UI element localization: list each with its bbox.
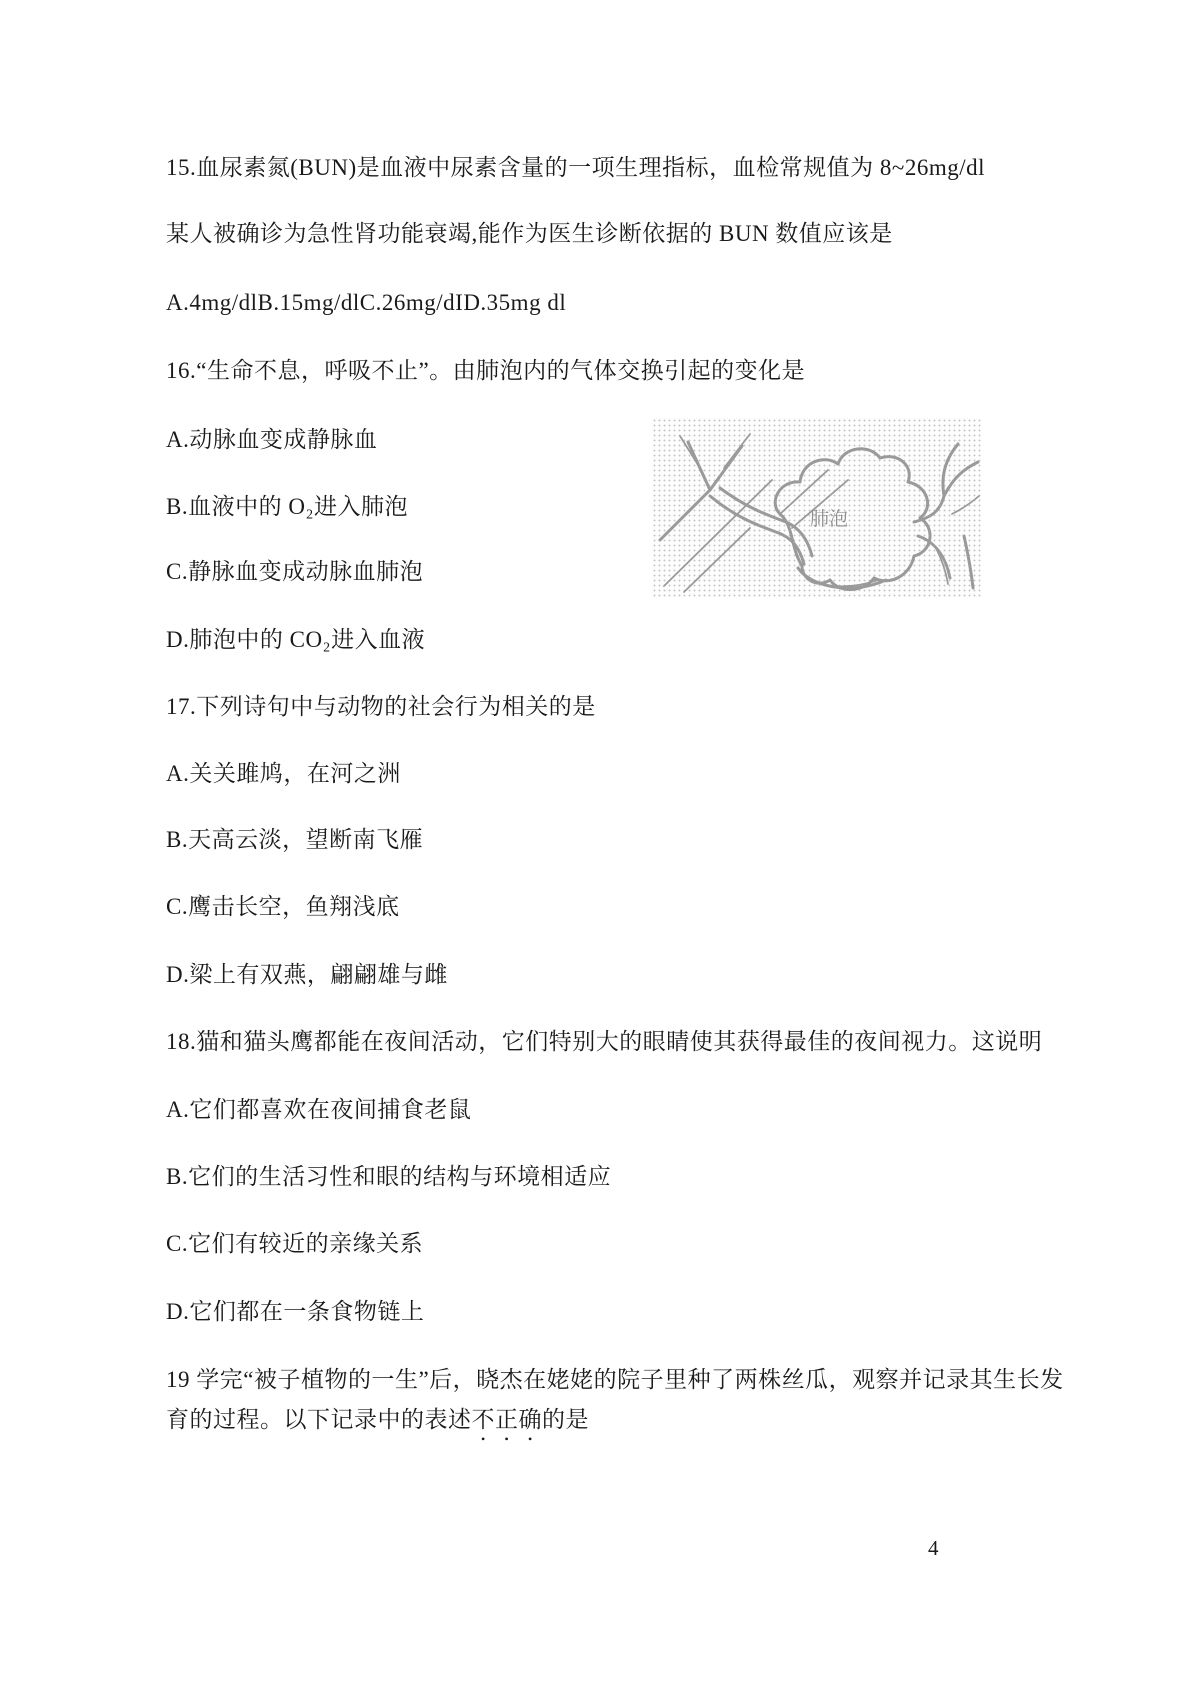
- question-17-option-a: A.关关雎鸠，在河之洲: [166, 761, 401, 786]
- question-19-line-2-emphasis: 不正确: [471, 1407, 542, 1432]
- page-number: 4: [928, 1536, 939, 1560]
- question-16-option-a: A.动脉血变成静脉血: [166, 427, 378, 452]
- question-15-options: A.4mg/dlB.15mg/dlC.26mg/dID.35mg dl: [166, 290, 567, 315]
- question-18-option-d: D.它们都在一条食物链上: [166, 1299, 425, 1324]
- question-18-option-a: A.它们都喜欢在夜间捕食老鼠: [166, 1097, 472, 1122]
- question-17-option-b: B.天高云淡，望断南飞雁: [166, 827, 424, 852]
- question-17-title: 17.下列诗句中与动物的社会行为相关的是: [166, 694, 596, 719]
- question-15-line-2: 某人被确诊为急性肾功能衰竭,能作为医生诊断依据的 BUN 数值应该是: [166, 221, 893, 246]
- alveoli-drawing: [652, 418, 981, 597]
- question-18-title: 18.猫和猫头鹰都能在夜间活动，它们特别大的眼睛使其获得最佳的夜间视力。这说明: [166, 1029, 1043, 1054]
- question-17-option-d: D.梁上有双燕，翩翩雄与雌: [166, 962, 448, 987]
- alveoli-figure: [652, 418, 981, 597]
- question-16-option-d: D.肺泡中的 CO₂进入血液: [166, 627, 426, 652]
- question-16-option-c: C.静脉血变成动脉血肺泡: [166, 559, 424, 584]
- question-18-option-c: C.它们有较近的亲缘关系: [166, 1231, 424, 1256]
- alveoli-label: 肺泡: [810, 509, 849, 530]
- question-15-line-1: 15.血尿素氮(BUN)是血液中尿素含量的一项生理指标，血检常规值为 8~26mg/dl: [166, 155, 985, 180]
- question-19-line-2: [166, 1407, 589, 1446]
- question-16-option-b: B.血液中的 O₂进入肺泡: [166, 494, 408, 519]
- question-17-option-c: C.鹰击长空，鱼翔浅底: [166, 894, 400, 919]
- question-19-line-1: 19 学完“被子植物的一生”后，晓杰在姥姥的院子里种了两株丝瓜，观察并记录其生长发: [166, 1367, 1064, 1392]
- question-19-line-2-post: 的是: [542, 1407, 589, 1432]
- question-19-line-2-pre: 育的过程。以下记录中的表述: [166, 1407, 472, 1432]
- question-16-title: 16.“生命不息，呼吸不止”。由肺泡内的气体交换引起的变化是: [166, 358, 806, 383]
- question-18-option-b: B.它们的生活习性和眼的结构与环境相适应: [166, 1164, 612, 1189]
